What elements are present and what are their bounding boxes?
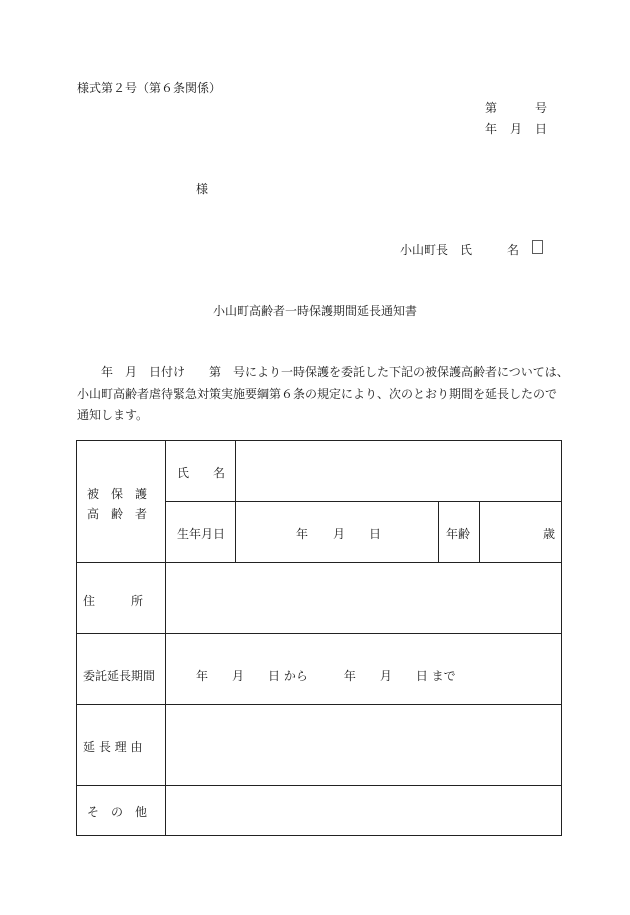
seal-box-icon xyxy=(532,240,543,254)
table-border-right xyxy=(561,440,562,836)
age-unit: 歳 xyxy=(543,527,556,541)
birth-month: 月 xyxy=(333,527,346,541)
table-age-divider xyxy=(438,501,439,562)
table-row-line xyxy=(76,633,562,634)
body-line: 年 月 日付け 第 号により一時保護を委託した下記の被保護高齢者については、 xyxy=(77,365,569,379)
birth-date-label: 生年月日 xyxy=(177,527,226,541)
document-date xyxy=(485,120,548,137)
document-number xyxy=(485,99,548,116)
document-number-prefix: 第 xyxy=(485,101,498,115)
birth-day: 日 xyxy=(369,527,382,541)
sender-block xyxy=(400,241,520,258)
age-label: 年齢 xyxy=(446,527,471,541)
table-row-line xyxy=(76,562,562,563)
other-label: そ の 他 xyxy=(87,805,148,819)
body-line: 小山町高齢者虐待緊急対策実施要綱第６条の規定により、次のとおり期間を延長したので xyxy=(77,386,558,401)
table-age-value-divider xyxy=(479,501,480,562)
extension-period-label: 委託延長期間 xyxy=(83,669,156,683)
document-number-suffix: 号 xyxy=(535,101,548,115)
sender-title: 小山町長 氏 xyxy=(400,243,473,257)
protected-elderly-label-1: 被 保 護 xyxy=(87,487,148,501)
table-row-line xyxy=(76,785,562,786)
body-text xyxy=(77,362,569,427)
extension-period-value: 年 月 日 から 年 月 日 まで xyxy=(196,669,456,683)
body-line: 通知します。 xyxy=(77,408,149,422)
protected-elderly-label-2: 高 齢 者 xyxy=(87,507,148,521)
birth-year: 年 xyxy=(296,527,309,541)
table-row-line xyxy=(76,704,562,705)
table-label-divider xyxy=(165,440,166,836)
address-label: 住 所 xyxy=(83,594,144,608)
addressee-suffix: 様 xyxy=(196,182,209,196)
sender-name-label: 名 xyxy=(507,243,520,257)
document-title: 小山町高齢者一時保護期間延長通知書 xyxy=(212,304,417,318)
extension-table xyxy=(76,440,562,836)
table-border-bottom xyxy=(76,835,562,836)
name-label: 氏 名 xyxy=(177,466,226,480)
table-inner-col-line xyxy=(235,440,236,562)
extension-reason-label: 延 長 理 由 xyxy=(83,740,143,754)
date-year: 年 xyxy=(485,122,498,136)
date-day: 日 xyxy=(535,122,548,136)
form-number: 様式第２号（第６条関係） xyxy=(77,81,222,95)
table-border-top xyxy=(76,440,562,441)
seal-mark xyxy=(532,240,543,254)
table-inner-row-line xyxy=(165,501,562,502)
table-border-left xyxy=(76,440,77,836)
date-month: 月 xyxy=(510,122,523,136)
